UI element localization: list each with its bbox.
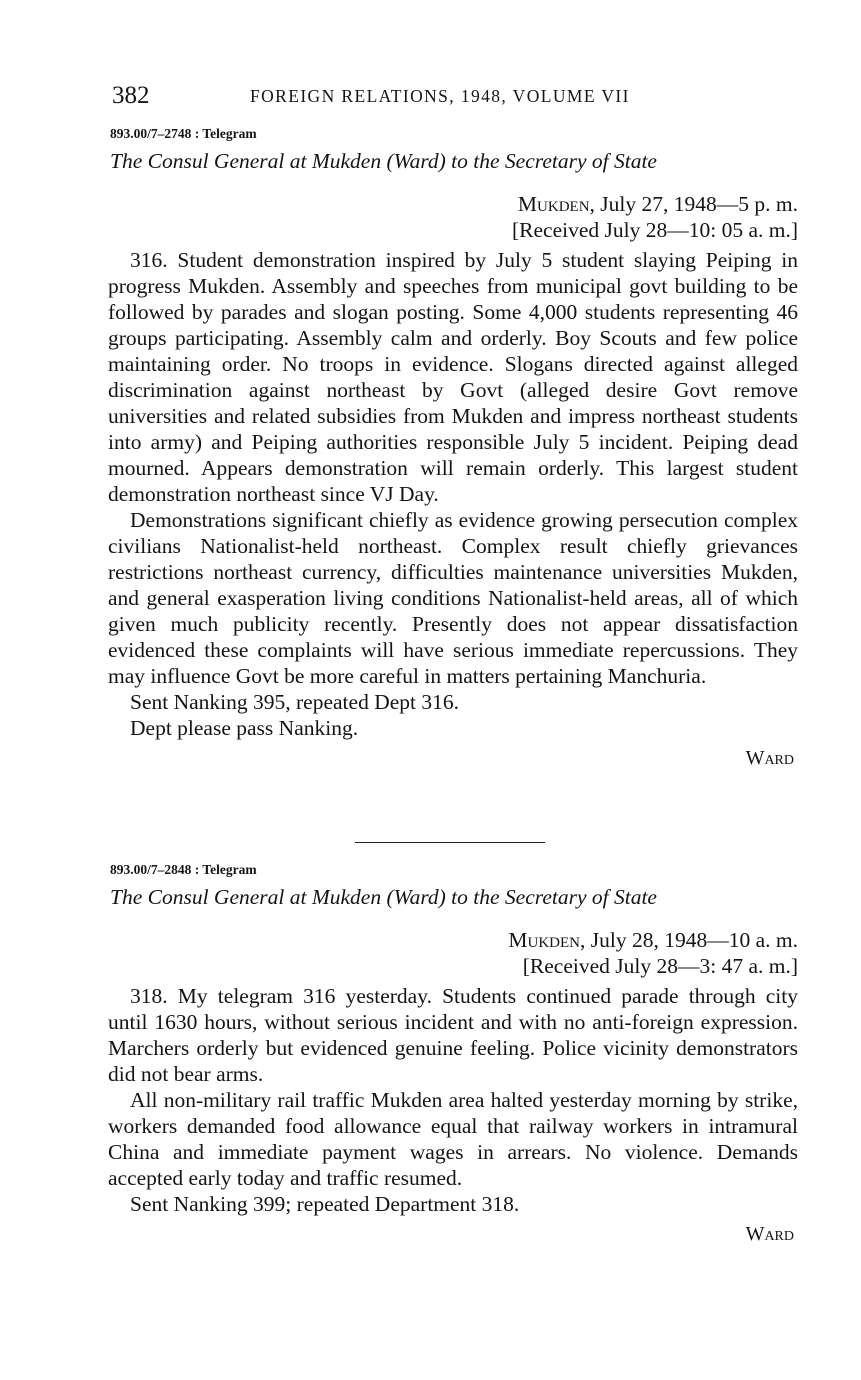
document-title: The Consul General at Mukden (Ward) to the Secretary of State [110, 885, 657, 909]
signature: Ward [745, 1223, 794, 1245]
file-reference: 893.00/7–2748 : Telegram [110, 126, 257, 141]
running-head: FOREIGN RELATIONS, 1948, VOLUME VII [250, 86, 630, 106]
paragraph: 316. Student demonstration inspired by July 5 student slaying Peiping in progress Mukden. Assembly and speeches from municipal govt building to be followed by parades and slogan posting. Some 4,000 students representing 46 groups participating. Assembly calm and orderly. Boy Scouts and few police maintaining order. No troops in evidence. Slogans directed against alleged discrimination against northeast by Govt (alleged desire Govt remove universities and related subsidies from Mukden and impress northeast students into army) and Peiping authorities responsible July 5 incident. Peiping dead mourned. Appears demonstration will remain orderly. This largest student demonstration northeast since VJ Day. [108, 248, 798, 506]
paragraph: Sent Nanking 395, repeated Dept 316. [130, 690, 459, 714]
dateline-date: , July 27, 1948—5 p. m. [589, 192, 798, 216]
paragraph: Demonstrations significant chiefly as evidence growing persecution complex civilians Nationalist-held northeast. Complex result chiefly grievances restrictions northeast currency, difficulties maintenance universities Mukden, and general exasperation living conditions Nationalist-held areas, all of which given much publicity recently. Presently does not appear dissatisfaction evidenced these complaints will have serious immediate repercussions. They may influence Govt be more careful in matters pertaining Manchuria. [108, 508, 798, 688]
page-number: 382 [112, 82, 150, 109]
dateline-date: , July 28, 1948—10 a. m. [580, 928, 798, 952]
section-divider [355, 842, 545, 843]
received-line: [Received July 28—3: 47 a. m.] [522, 954, 798, 978]
dateline [108, 191, 798, 217]
signature: Ward [745, 747, 794, 769]
paragraph: All non-military rail traffic Mukden area halted yesterday morning by strike, workers demanded food allowance equal that railway workers in intramural China and immediate payment wages in arrears. No violence. Demands accepted early today and traffic resumed. [108, 1088, 798, 1190]
paragraph: 318. My telegram 316 yesterday. Students continued parade through city until 1630 hours, without serious incident and with no anti-foreign expression. Marchers orderly but evidenced genuine feeling. Police vicinity demonstrators did not bear arms. [108, 984, 798, 1086]
telegram-2 [108, 862, 798, 1246]
telegram-1 [108, 126, 798, 770]
dateline-place: Mukden [508, 928, 581, 952]
dateline-place: Mukden [517, 192, 590, 216]
dateline [108, 927, 798, 953]
paragraph: Dept please pass Nanking. [130, 716, 359, 740]
document-title: The Consul General at Mukden (Ward) to the Secretary of State [110, 149, 657, 173]
page-header [108, 80, 808, 116]
paragraph: Sent Nanking 399; repeated Department 318. [130, 1192, 520, 1216]
file-reference: 893.00/7–2848 : Telegram [110, 862, 257, 877]
received-line: [Received July 28—10: 05 a. m.] [511, 218, 798, 242]
